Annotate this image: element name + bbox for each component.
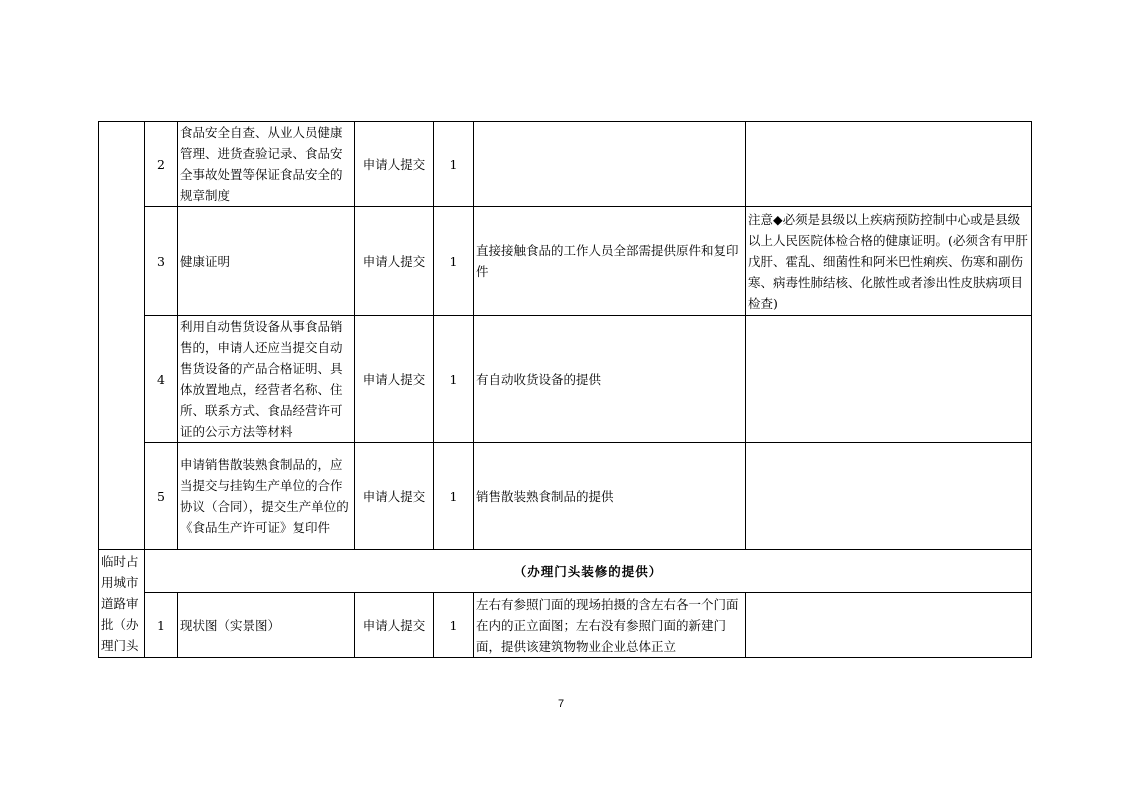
note-text [746, 443, 1032, 550]
copies-count: 1 [434, 207, 474, 316]
material-name: 现状图（实景图） [178, 593, 355, 658]
material-name: 健康证明 [178, 207, 355, 316]
section-category: 临时占用城市道路审批（办理门头 [99, 550, 145, 658]
material-name: 食品安全自查、从业人员健康管理、进货查验记录、食品安全事故处置等保证食品安全的规章制度 [178, 122, 355, 207]
requirement-text: 销售散装熟食制品的提供 [474, 443, 746, 550]
material-name: 利用自动售货设备从事食品销售的，申请人还应当提交自动售货设备的产品合格证明、具体放置地点，经营者名称、住所、联系方式、食品经营许可证的公示方法等材料 [178, 316, 355, 443]
section-header-row [99, 550, 1032, 593]
submission-source: 申请人提交 [355, 443, 434, 550]
section-title: （办理门头装修的提供） [145, 550, 1032, 593]
note-text [746, 316, 1032, 443]
requirement-text: 直接接触食品的工作人员全部需提供原件和复印件 [474, 207, 746, 316]
submission-source: 申请人提交 [355, 122, 434, 207]
category-cell [99, 122, 145, 550]
row-number: 1 [145, 593, 178, 658]
copies-count: 1 [434, 593, 474, 658]
table-row [99, 207, 1032, 316]
row-number: 3 [145, 207, 178, 316]
note-text [746, 122, 1032, 207]
row-number: 5 [145, 443, 178, 550]
copies-count: 1 [434, 443, 474, 550]
note-text [746, 593, 1032, 658]
page-number: 7 [557, 698, 565, 710]
row-number: 2 [145, 122, 178, 207]
table-row [99, 316, 1032, 443]
material-name: 申请销售散装熟食制品的，应当提交与挂钩生产单位的合作协议（合同），提交生产单位的《食品生产许可证》复印件 [178, 443, 355, 550]
row-number: 4 [145, 316, 178, 443]
copies-count: 1 [434, 316, 474, 443]
requirement-text [474, 122, 746, 207]
materials-table [98, 121, 1032, 658]
submission-source: 申请人提交 [355, 316, 434, 443]
table-row [99, 122, 1032, 207]
submission-source: 申请人提交 [355, 207, 434, 316]
requirement-text: 左右有参照门面的现场拍摄的含左右各一个门面在内的正立面图；左右没有参照门面的新建门面，提供该建筑物物业企业总体正立 [474, 593, 746, 658]
note-text: 注意◆必须是县级以上疾病预防控制中心或是县级以上人民医院体检合格的健康证明。(必须含有甲肝戊肝、霍乱、细菌性和阿米巴性痢疾、伤寒和副伤寒、病毒性肺结核、化脓性或者渗出性皮肤病项目检查) [746, 207, 1032, 316]
table-row [99, 443, 1032, 550]
table-row [99, 593, 1032, 658]
submission-source: 申请人提交 [355, 593, 434, 658]
copies-count: 1 [434, 122, 474, 207]
requirement-text: 有自动收货设备的提供 [474, 316, 746, 443]
